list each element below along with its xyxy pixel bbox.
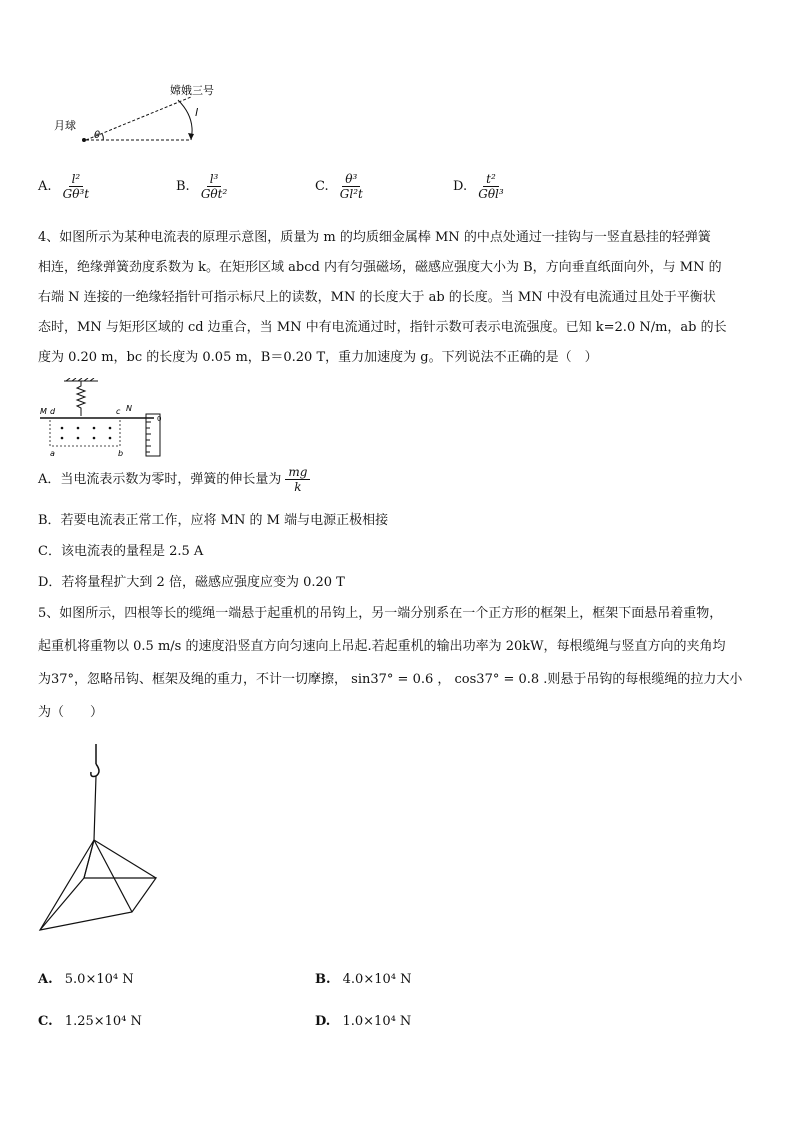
q4-stem-line: 相连，绝缘弹簧劲度系数为 k。在矩形区域 abcd 内有匀强磁场，磁感应强度大小为 B，方向垂直纸面向外，与 MN 的 bbox=[38, 260, 722, 275]
svg-text:0: 0 bbox=[157, 415, 162, 423]
crane-frame-figure bbox=[36, 742, 166, 937]
svg-text:N: N bbox=[126, 404, 132, 413]
q3-option-a[interactable]: A. $\frac{\text{l²}}{\text{Gθ³t}}$ bbox=[38, 172, 90, 201]
angle-label: θ bbox=[94, 130, 101, 141]
probe-label: 嫦娥三号 bbox=[170, 84, 214, 97]
q5-option-a[interactable]: A. 5.0×10⁴ N bbox=[38, 972, 134, 987]
q5-stem-line: 为37°，忽略吊钩、框架及绳的重力，不计一切摩擦， sin37° = 0.6 ， cos37° = 0.8 .则悬于吊钩的每根缆绳的拉力大小 bbox=[38, 672, 743, 687]
svg-text:M: M bbox=[40, 407, 47, 416]
q5-option-c[interactable]: C. 1.25×10⁴ N bbox=[38, 1014, 142, 1029]
q4-option-b[interactable]: B．若要电流表正常工作，应将 MN 的 M 端与电源正极相接 bbox=[38, 513, 389, 528]
q3-option-b[interactable]: B. $\frac{\text{l³}}{\text{Gθt²}}$ bbox=[176, 172, 228, 201]
q4-option-a[interactable]: A．当电流表示数为零时，弹簧的伸长量为 $\frac{mg}{k}$ bbox=[38, 465, 310, 494]
q4-stem-line: 4、如图所示为某种电流表的原理示意图，质量为 m 的均质细金属棒 MN 的中点处通过一挂钩与一竖直悬挂的轻弹簧 bbox=[38, 230, 711, 245]
svg-text:a: a bbox=[50, 449, 55, 458]
q5-option-b[interactable]: B. 4.0×10⁴ N bbox=[315, 972, 412, 987]
svg-text:d: d bbox=[50, 407, 56, 416]
q4-option-c[interactable]: C．该电流表的量程是 2.5 A bbox=[38, 544, 204, 559]
q4-stem-line: 右端 N 连接的一绝缘轻指针可指示标尺上的读数，MN 的长度大于 ab 的长度。当 MN 中没有电流通过且处于平衡状 bbox=[38, 290, 716, 305]
q4-stem-line: 度为 0.20 m，bc 的长度为 0.05 m，B＝0.20 T，重力加速度为 g。下列说法不正确的是（ ） bbox=[38, 350, 598, 365]
q5-stem-line: 为（ ） bbox=[38, 705, 104, 720]
ammeter-figure bbox=[36, 378, 171, 458]
svg-text:c: c bbox=[116, 407, 121, 416]
q3-option-c[interactable]: C. $\frac{\text{θ³}}{\text{Gl²t}}$ bbox=[315, 172, 363, 201]
q4-option-d[interactable]: D．若将量程扩大到 2 倍，磁感应强度应变为 0.20 T bbox=[38, 575, 345, 590]
q5-stem-line: 起重机将重物以 0.5 m/s 的速度沿竖直方向匀速向上吊起.若起重机的输出功率为 20kW，每根缆绳与竖直方向的夹角均 bbox=[38, 639, 726, 654]
moon-orbit-figure bbox=[50, 78, 240, 148]
q4-stem bbox=[38, 223, 760, 373]
arc-label: l bbox=[195, 106, 199, 119]
q5-stem bbox=[38, 597, 760, 729]
q5-option-d[interactable]: D. 1.0×10⁴ N bbox=[315, 1014, 412, 1029]
q4-stem-line: 态时，MN 与矩形区域的 cd 边重合，当 MN 中有电流通过时，指针示数可表示电流强度。已知 k=2.0 N/m，ab 的长 bbox=[38, 320, 727, 335]
svg-text:b: b bbox=[118, 449, 124, 458]
q3-option-d[interactable]: D. $\frac{\text{t²}}{\text{Gθl³}}$ bbox=[453, 172, 504, 201]
q5-stem-line: 5、如图所示，四根等长的缆绳一端悬于起重机的吊钩上，另一端分别系在一个正方形的框架上，框架下面悬吊着重物， bbox=[38, 606, 723, 621]
moon-label: 月球 bbox=[54, 119, 76, 132]
